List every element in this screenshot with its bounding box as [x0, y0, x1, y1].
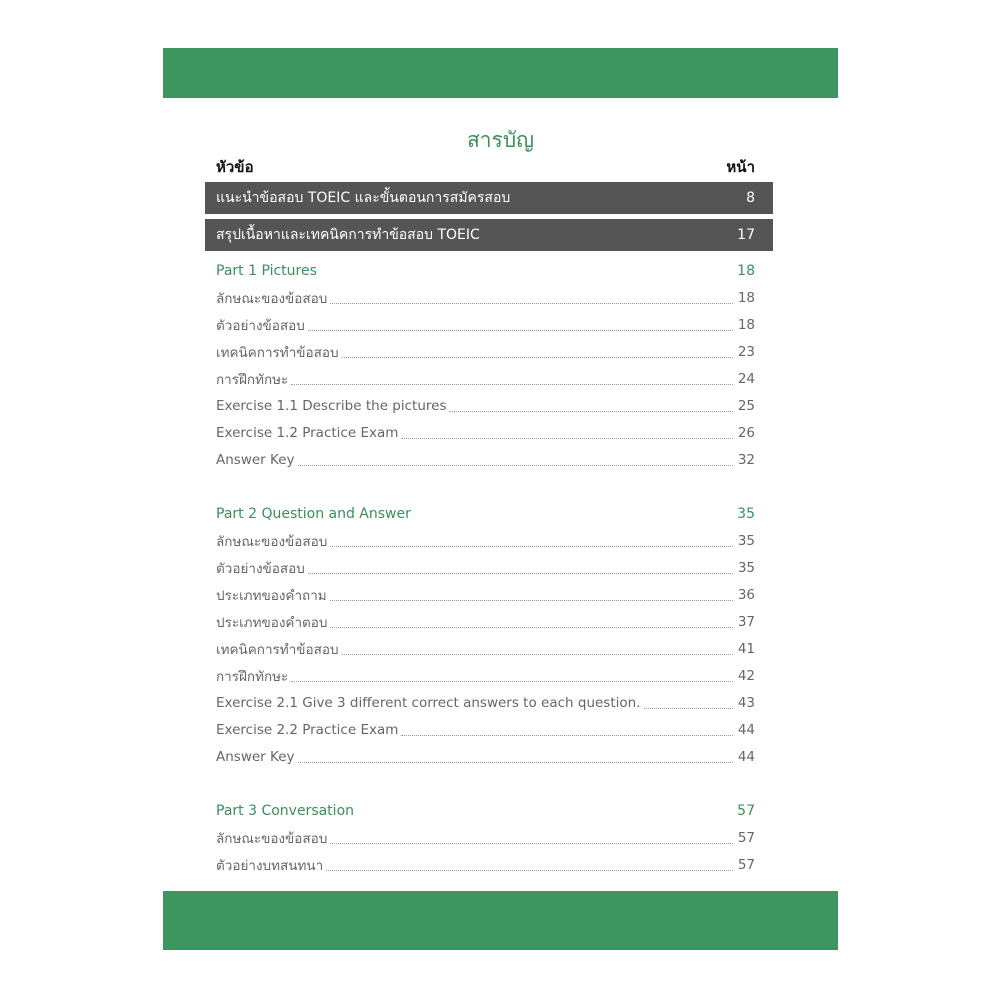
entry-label: การฝึกทักษะ [216, 668, 289, 685]
toc-entry[interactable] [216, 392, 755, 419]
toc-entry[interactable] [216, 716, 755, 743]
leader-spacer [320, 275, 733, 276]
toc-entry[interactable] [216, 662, 755, 689]
entry-page: 36 [737, 586, 755, 603]
toc-entry[interactable] [216, 419, 755, 446]
entry-label: การฝึกทักษะ [216, 371, 289, 388]
leader-spacer [414, 518, 733, 519]
table-of-contents [216, 257, 755, 878]
dot-leader [298, 464, 734, 466]
dot-leader [330, 842, 733, 844]
entry-label: Answer Key [216, 748, 295, 765]
entry-label: Exercise 1.1 Describe the pictures [216, 397, 447, 414]
entry-page: 24 [737, 370, 755, 387]
toc-entry[interactable] [216, 311, 755, 338]
dot-leader [330, 599, 733, 601]
entry-label: ตัวอย่างข้อสอบ [216, 317, 305, 334]
dot-leader [326, 869, 733, 871]
toc-entry[interactable] [216, 338, 755, 365]
toc-entry[interactable] [216, 581, 755, 608]
entry-page: 37 [737, 613, 755, 630]
toc-entry[interactable] [216, 743, 755, 770]
entry-page: 57 [737, 856, 755, 873]
entry-label: Answer Key [216, 451, 295, 468]
entry-page: 42 [737, 667, 755, 684]
dot-leader [401, 437, 733, 439]
entry-page: 41 [737, 640, 755, 657]
section-gap [216, 770, 755, 797]
intro-bar-label: แนะนำข้อสอบ TOEIC และขั้นตอนการสมัครสอบ [216, 190, 511, 206]
toc-entry[interactable] [216, 365, 755, 392]
entry-label: เทคนิคการทำข้อสอบ [216, 641, 339, 658]
entry-page: 23 [737, 343, 755, 360]
dot-leader [330, 545, 733, 547]
dot-leader [449, 410, 733, 412]
toc-entry[interactable] [216, 608, 755, 635]
entry-label: ประเภทของคำตอบ [216, 614, 328, 631]
footer-band [163, 891, 838, 950]
column-header-topic: หัวข้อ [216, 158, 254, 176]
entry-page: 43 [737, 694, 755, 711]
toc-entry[interactable] [216, 689, 755, 716]
section-page: 18 [737, 262, 755, 279]
entry-page: 44 [737, 721, 755, 738]
dot-leader [330, 626, 733, 628]
entry-page: 18 [737, 316, 755, 333]
page-title: สารบัญ [466, 128, 535, 152]
toc-entry[interactable] [216, 635, 755, 662]
header-band [163, 48, 838, 98]
entry-page: 18 [737, 289, 755, 306]
dot-leader [644, 707, 734, 709]
intro-bar-page: 17 [737, 227, 755, 243]
entry-label: ลักษณะของข้อสอบ [216, 830, 328, 847]
dot-leader [342, 356, 733, 358]
toc-entry[interactable] [216, 851, 755, 878]
section-gap [216, 473, 755, 500]
entry-label: ตัวอย่างบทสนทนา [216, 857, 324, 874]
dot-leader [291, 383, 733, 385]
toc-entry[interactable] [216, 554, 755, 581]
intro-bar-page: 8 [746, 190, 755, 206]
intro-bar-summary[interactable] [205, 219, 773, 251]
dot-leader [401, 734, 733, 736]
section-title: Part 1 Pictures [216, 262, 317, 279]
toc-entry[interactable] [216, 527, 755, 554]
entry-label: Exercise 2.1 Give 3 different correct answers to each question. [216, 694, 641, 711]
section-page: 35 [737, 505, 755, 522]
dot-leader [291, 680, 733, 682]
entry-page: 25 [737, 397, 755, 414]
entry-label: ประเภทของคำถาม [216, 587, 327, 604]
entry-label: เทคนิคการทำข้อสอบ [216, 344, 339, 361]
intro-bar-label: สรุปเนื้อหาและเทคนิคการทำข้อสอบ TOEIC [216, 227, 480, 243]
column-header-page: หน้า [726, 158, 755, 176]
dot-leader [342, 653, 733, 655]
dot-leader [330, 302, 733, 304]
toc-entry[interactable] [216, 824, 755, 851]
entry-page: 32 [737, 451, 755, 468]
entry-label: ตัวอย่างข้อสอบ [216, 560, 305, 577]
section-title: Part 2 Question and Answer [216, 505, 411, 522]
section-heading-part-1[interactable] [216, 257, 755, 284]
entry-page: 44 [737, 748, 755, 765]
entry-label: Exercise 2.2 Practice Exam [216, 721, 399, 738]
dot-leader [308, 329, 733, 331]
section-heading-part-3[interactable] [216, 797, 755, 824]
intro-bar-toeic[interactable] [205, 182, 773, 214]
entry-label: Exercise 1.2 Practice Exam [216, 424, 399, 441]
section-heading-part-2[interactable] [216, 500, 755, 527]
entry-label: ลักษณะของข้อสอบ [216, 533, 328, 550]
section-title: Part 3 Conversation [216, 802, 355, 819]
dot-leader [308, 572, 733, 574]
section-page: 57 [737, 802, 755, 819]
toc-entry[interactable] [216, 284, 755, 311]
entry-page: 26 [737, 424, 755, 441]
entry-label: ลักษณะของข้อสอบ [216, 290, 328, 307]
entry-page: 57 [737, 829, 755, 846]
toc-entry[interactable] [216, 446, 755, 473]
entry-page: 35 [737, 559, 755, 576]
leader-spacer [357, 815, 733, 816]
entry-page: 35 [737, 532, 755, 549]
dot-leader [298, 761, 734, 763]
